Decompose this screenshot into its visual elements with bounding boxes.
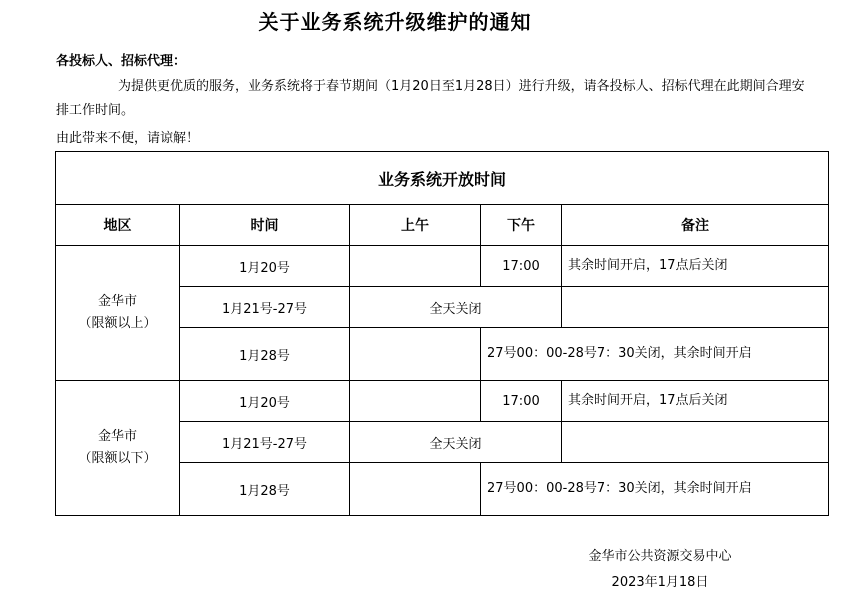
- time-cell: 1月21号-27号: [180, 287, 350, 328]
- time-cell: 1月20号: [180, 381, 350, 422]
- body-paragraph: 为提供更优质的服务，业务系统将于春节期间（1月20日至1月28日）进行升级，请各投标人、招标代理在此期间合理安排工作时间。: [56, 79, 805, 118]
- issuing-organization: 金华市公共资源交易中心: [588, 549, 732, 564]
- time-cell: 1月21号-27号: [180, 422, 350, 463]
- header-region: 地区: [56, 205, 180, 246]
- am-cell: [350, 328, 481, 381]
- am-cell: [350, 246, 481, 287]
- pm-cell: 17:00: [481, 246, 562, 287]
- note-cell: 27号00：00-28号7：30关闭，其余时间开启: [481, 328, 829, 381]
- note-cell: 其余时间开启，17点后关闭: [562, 381, 829, 422]
- closed-all-day-cell: 全天关闭: [350, 287, 562, 328]
- am-cell: [350, 463, 481, 516]
- table-row: [56, 381, 829, 422]
- region-name: 金华市: [97, 294, 137, 309]
- note-cell: [562, 422, 829, 463]
- note-cell: 其余时间开启，17点后关闭: [562, 246, 829, 287]
- note-cell: [562, 287, 829, 328]
- header-am: 上午: [350, 205, 481, 246]
- header-time: 时间: [180, 205, 350, 246]
- header-note: 备注: [562, 205, 829, 246]
- time-cell: 1月28号: [180, 463, 350, 516]
- region-sub: （限额以下）: [78, 451, 157, 466]
- notice-title: 关于业务系统升级维护的通知: [258, 10, 532, 34]
- table-header-row: [56, 205, 829, 246]
- region-sub: （限额以上）: [78, 316, 157, 331]
- table-row: [56, 246, 829, 287]
- time-cell: 1月20号: [180, 246, 350, 287]
- salutation: 各投标人、招标代理：: [56, 54, 187, 69]
- time-cell: 1月28号: [180, 328, 350, 381]
- header-pm: 下午: [481, 205, 562, 246]
- issue-date: 2023年1月18日: [611, 575, 709, 590]
- region-cell: [56, 246, 180, 381]
- am-cell: [350, 381, 481, 422]
- region-cell: [56, 381, 180, 516]
- apology-line: 由此带来不便，请谅解！: [56, 131, 200, 146]
- region-name: 金华市: [97, 429, 137, 444]
- schedule-table: [55, 151, 829, 516]
- note-cell: 27号00：00-28号7：30关闭，其余时间开启: [481, 463, 829, 516]
- pm-cell: 17:00: [481, 381, 562, 422]
- closed-all-day-cell: 全天关闭: [350, 422, 562, 463]
- table-caption-row: [56, 152, 829, 205]
- table-caption: 业务系统开放时间: [56, 152, 829, 205]
